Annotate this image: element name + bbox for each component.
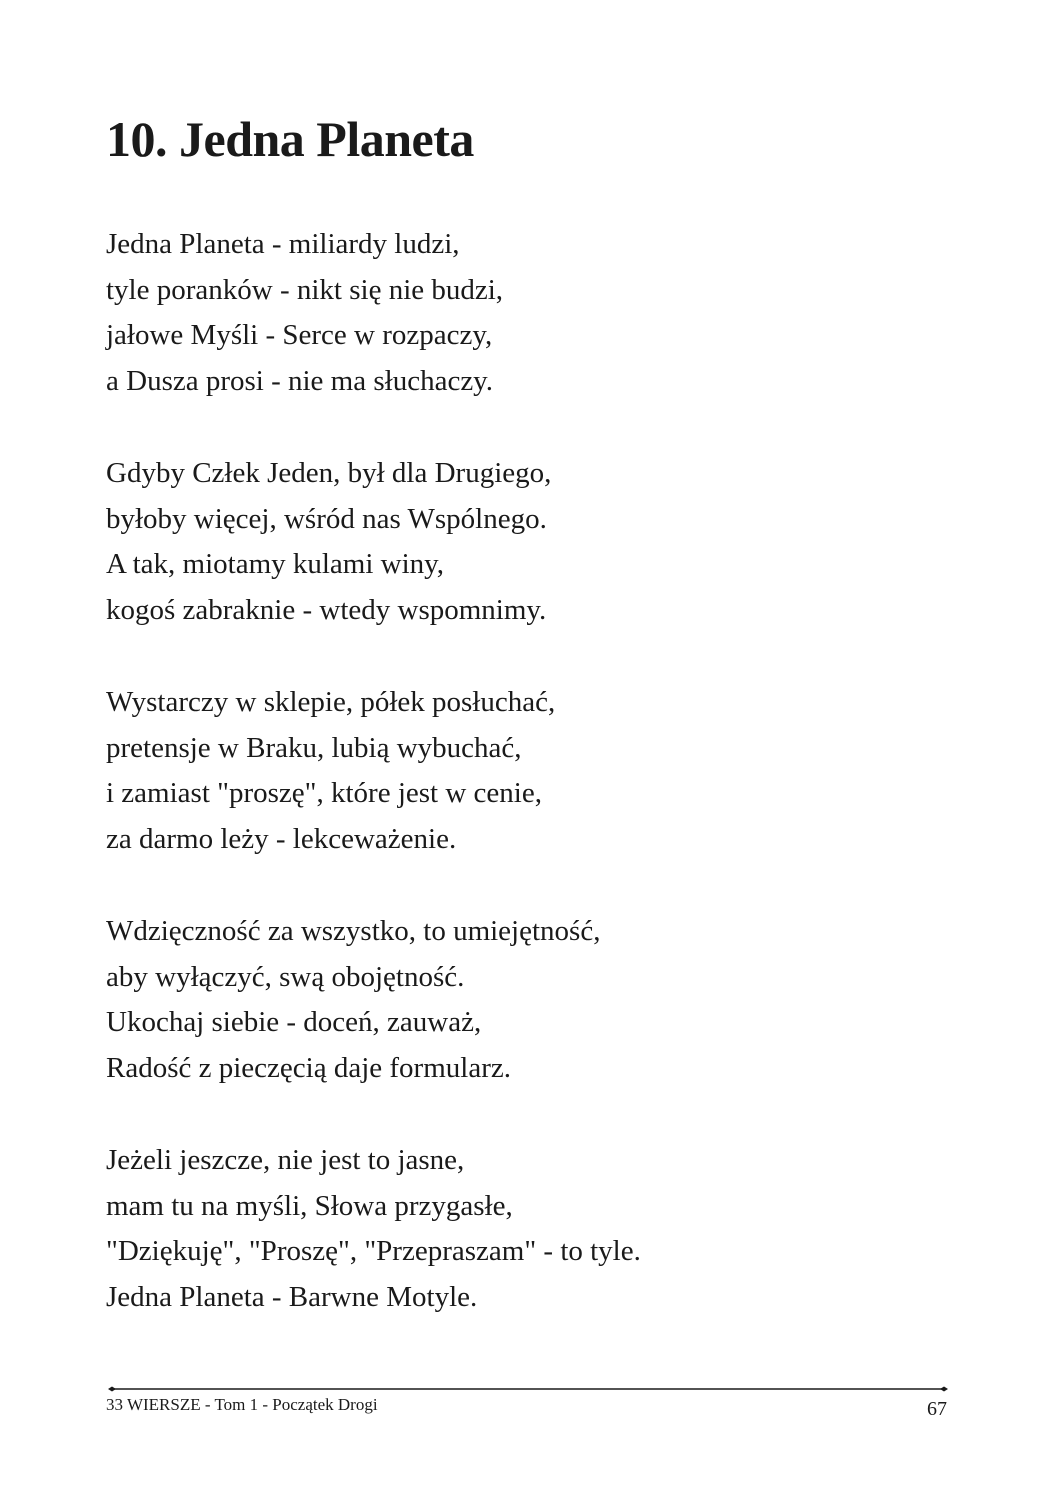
footer-divider [108,1386,948,1392]
poem-line: za darmo leży - lekceważenie. [106,822,457,855]
divider-end-ornament [108,1387,116,1392]
poem-line: Wystarczy w sklepie, półek posłuchać, [106,686,556,718]
poem-line: a Dusza prosi - nie ma słuchaczy. [106,364,494,397]
page-number: 67 [927,1398,947,1420]
poem-line: byłoby więcej, wśród nas Wspólnego. [106,502,547,535]
divider-end-ornament [940,1387,948,1392]
poem-line: mam tu na myśli, Słowa przygasłe, [106,1189,513,1222]
poem-line: "Dziękuję", "Proszę", "Przepraszam" - to tyle. [106,1235,641,1267]
poem-body [106,222,966,1367]
poem-line: Radość z pieczęcią daje formularz. [106,1051,511,1084]
poem-line: Ukochaj siebie - doceń, zauważ, [106,1006,482,1038]
stanza [106,680,966,862]
poem-line: tyle poranków - nikt się nie budzi, [106,273,504,306]
poem-line: kogoś zabraknie - wtedy wspomnimy. [106,593,547,626]
stanza [106,451,966,633]
poem-line: jałowe Myśli - Serce w rozpaczy, [106,319,493,351]
poem-line: pretensje w Braku, lubią wybuchać, [106,731,522,764]
poem-line: Wdzięczność za wszystko, to umiejętność, [106,915,601,947]
poem-title: 10. Jedna Planeta [106,111,474,167]
footer-book-title: 33 WIERSZE - Tom 1 - Początek Drogi [106,1395,378,1414]
poem-line: i zamiast "proszę", które jest w cenie, [106,777,542,809]
poem-line: Gdyby Człek Jeden, był dla Drugiego, [106,457,552,489]
poem-line: aby wyłączyć, swą obojętność. [106,960,465,993]
stanza [106,909,966,1091]
poem-line: Jedna Planeta - Barwne Motyle. [106,1280,478,1313]
stanza [106,1138,966,1320]
poem-line: Jeżeli jeszcze, nie jest to jasne, [106,1144,465,1176]
poem-line: A tak, miotamy kulami winy, [106,548,445,580]
poem-line: Jedna Planeta - miliardy ludzi, [106,228,460,260]
stanza [106,222,966,404]
